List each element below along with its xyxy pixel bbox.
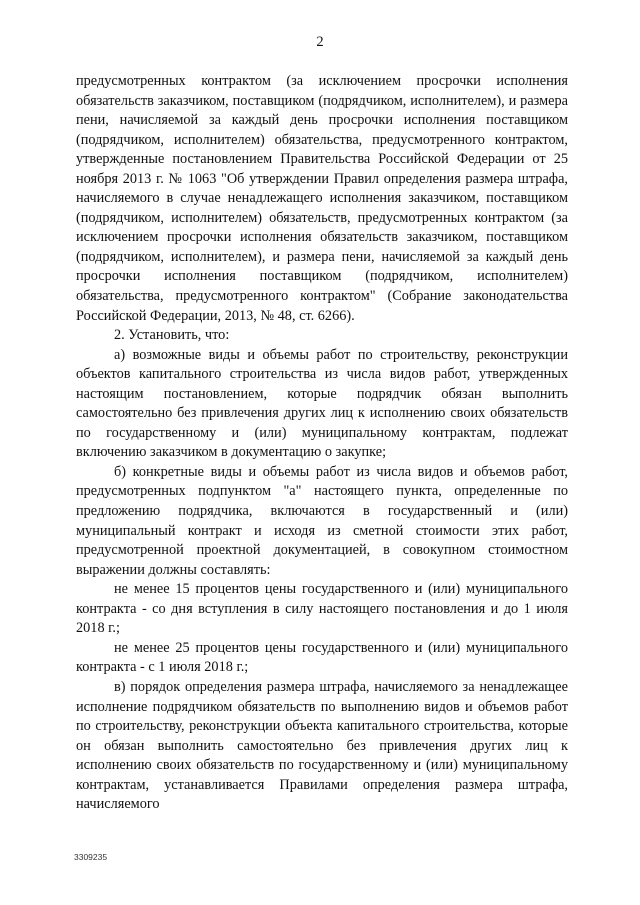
page-number: 2 (316, 34, 324, 50)
paragraph-15-percent: не менее 15 процентов цены государственного и (или) муниципального контракта - со дня вступления в силу настоящего постановления и до 1 июля 2018 г.; (76, 581, 568, 637)
paragraph-continuation: предусмотренных контрактом (за исключением просрочки исполнения обязательств заказчиком, поставщиком (подрядчиком, исполнителем), и размера пени, начисляемой за каждый день просрочки исполнения поставщиком (подрядчиком, исполнителем) обязательства, предусмотренного контрактом, утвержденные постановлением Правительства Российской Федерации от 25 ноября 2013 г. № 1063 "Об утверждении Правил определения размера штрафа, начисляемого в случае ненадлежащего исполнения заказчиком, поставщиком (подрядчиком, исполнителем) обязательств, предусмотренных контрактом (за исключением просрочки исполнения обязательств заказчиком, поставщиком (подрядчиком, исполнителем), и размера пени, начисляемой за каждый день просрочки исполнения поставщиком (подрядчиком, исполнителем) обязательства, предусмотренного контрактом" (Собрание законодательства Российской Федерации, 2013, № 48, ст. 6266). (76, 73, 568, 324)
paragraph-25-percent: не менее 25 процентов цены государственного и (или) муниципального контракта - с 1 июля 2018 г.; (76, 639, 568, 676)
paragraph-item-2: 2. Установить, что: (114, 327, 230, 344)
document-code: 3309235 (74, 852, 108, 862)
document-body (76, 72, 568, 815)
paragraph-subitem-v: в) порядок определения размера штрафа, начисляемого за ненадлежащее исполнение подрядчиком обязательств по выполнению видов и объемов работ по строительству, реконструкции объекта капитального строительства, которые он обязан выполнить самостоятельно без привлечения других лиц к исполнению своих обязательств по государственному и (или) муниципальному контрактам, устанавливается Правилами определения размера штрафа, начисляемого (76, 678, 568, 813)
paragraph-subitem-b: б) конкретные виды и объемы работ из числа видов и объемов работ, предусмотренных подпунктом "а" настоящего пункта, определенные по предложению подрядчика, включаются в государственный и (или) муниципальный контракт и исходя из сметной стоимости этих работ, предусмотренной проектной документацией, в совокупном стоимостном выражении должны составлять: (76, 463, 568, 578)
paragraph-subitem-a: а) возможные виды и объемы работ по строительству, реконструкции объектов капитального строительства из числа видов работ, утвержденных настоящим постановлением, которые подрядчик обязан выполнить самостоятельно без привлечения других лиц к исполнению своих обязательств по государственному и (или) муниципальному контрактам, подлежат включению заказчиком в документацию о закупке; (76, 346, 568, 461)
